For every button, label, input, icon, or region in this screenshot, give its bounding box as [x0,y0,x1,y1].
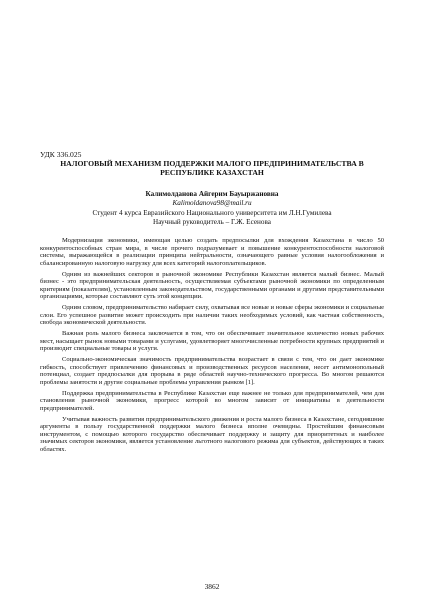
body-paragraph: Одним словом, предпринимательство набирает силу, охватывая все новые и новые сферы экономики и социальные слои. Его успешное развитие может происходить при наличии таких необходимых условий, как частная собственность, свобода экономической деятельности. [40,304,384,327]
author-block [40,190,384,227]
body-paragraph: Поддержка предпринимательства в Республике Казахстан еще важнее не только для предпринимателей, чем для становления рыночной экономики, прогресс которой во многом зависит от инициативы в деятельности предпринимателей. [40,389,384,412]
body-paragraph: Учитывая важность развития предпринимательского движения и роста малого бизнеса в Казахстане, сегодняшние аргументы в пользу государственной поддержки малого бизнеса вполне очевидны. Простейшим финансовым инструментом, с помощью которого государство обеспечивает поддержку и защиту для приоритетных и наиболее значимых секторов экономики, является установление льготного налогового режима для субъектов, действующих в таких областях. [40,415,384,454]
author-affiliation: Студент 4 курса Евразийского Национального университета им Л.Н.Гумилева [92,208,332,217]
body-paragraph: Модернизация экономики, имеющая целью создать предпосылки для вхождения Казахстана в число 50 конкурентоспособных стран мира, в числе прочего подразумевает и повышение конкурентоспособности налоговой системы, выражающейся в реализации принципа нейтральности, означающего равные условия налогообложения и сбалансированную налоговую нагрузку для всех категорий налогоплательщиков. [40,237,384,267]
article-body [40,237,384,457]
body-paragraph: Одним из важнейших секторов в рыночной экономике Республики Казахстан является малый бизнес. Малый бизнес - это предпринимательская деятельность, осуществляемая субъектами рыночной экономики по определенным критериям (показателям), установленным законодательством, государственными органами и другими представительными организациями, которые составляют суть этой концепции. [40,270,384,301]
scientific-supervisor: Научный руководитель – Г.Ж. Есенова [153,217,271,226]
page-number: 3862 [204,582,220,591]
body-paragraph: Важная роль малого бизнеса заключается в том, что он обеспечивает значительное количество новых рабочих мест, насыщает рынок новыми товарами и услугами, удовлетворяет многочисленные потребности крупных предприятий и производит специальные товары и услуги. [40,330,384,353]
author-email: Kalimoldanova98@mail.ru [172,199,252,208]
body-paragraph: Социально-экономическая значимость предпринимательства возрастает в связи с тем, что он дает экономике гибкость, способствует привлечению финансовых и производственных ресурсов населения, несет антимонопольный потенциал, создает предпосылки для прорыва в ряде областей научно-технического прогресса. Во многом решаются проблемы занятости и другие социальные проблемы управления рынком [1]. [40,356,384,386]
author-name: Калимолданова Айгерим Бауыржановна [145,190,279,198]
udc-code: УДК 336.025 [40,150,82,159]
article-title: НАЛОГОВЫЙ МЕХАНИЗМ ПОДДЕРЖКИ МАЛОГО ПРЕДПРИНИМАТЕЛЬСТВА В РЕСПУБЛИКЕ КАЗАХСТАН [60,159,364,178]
